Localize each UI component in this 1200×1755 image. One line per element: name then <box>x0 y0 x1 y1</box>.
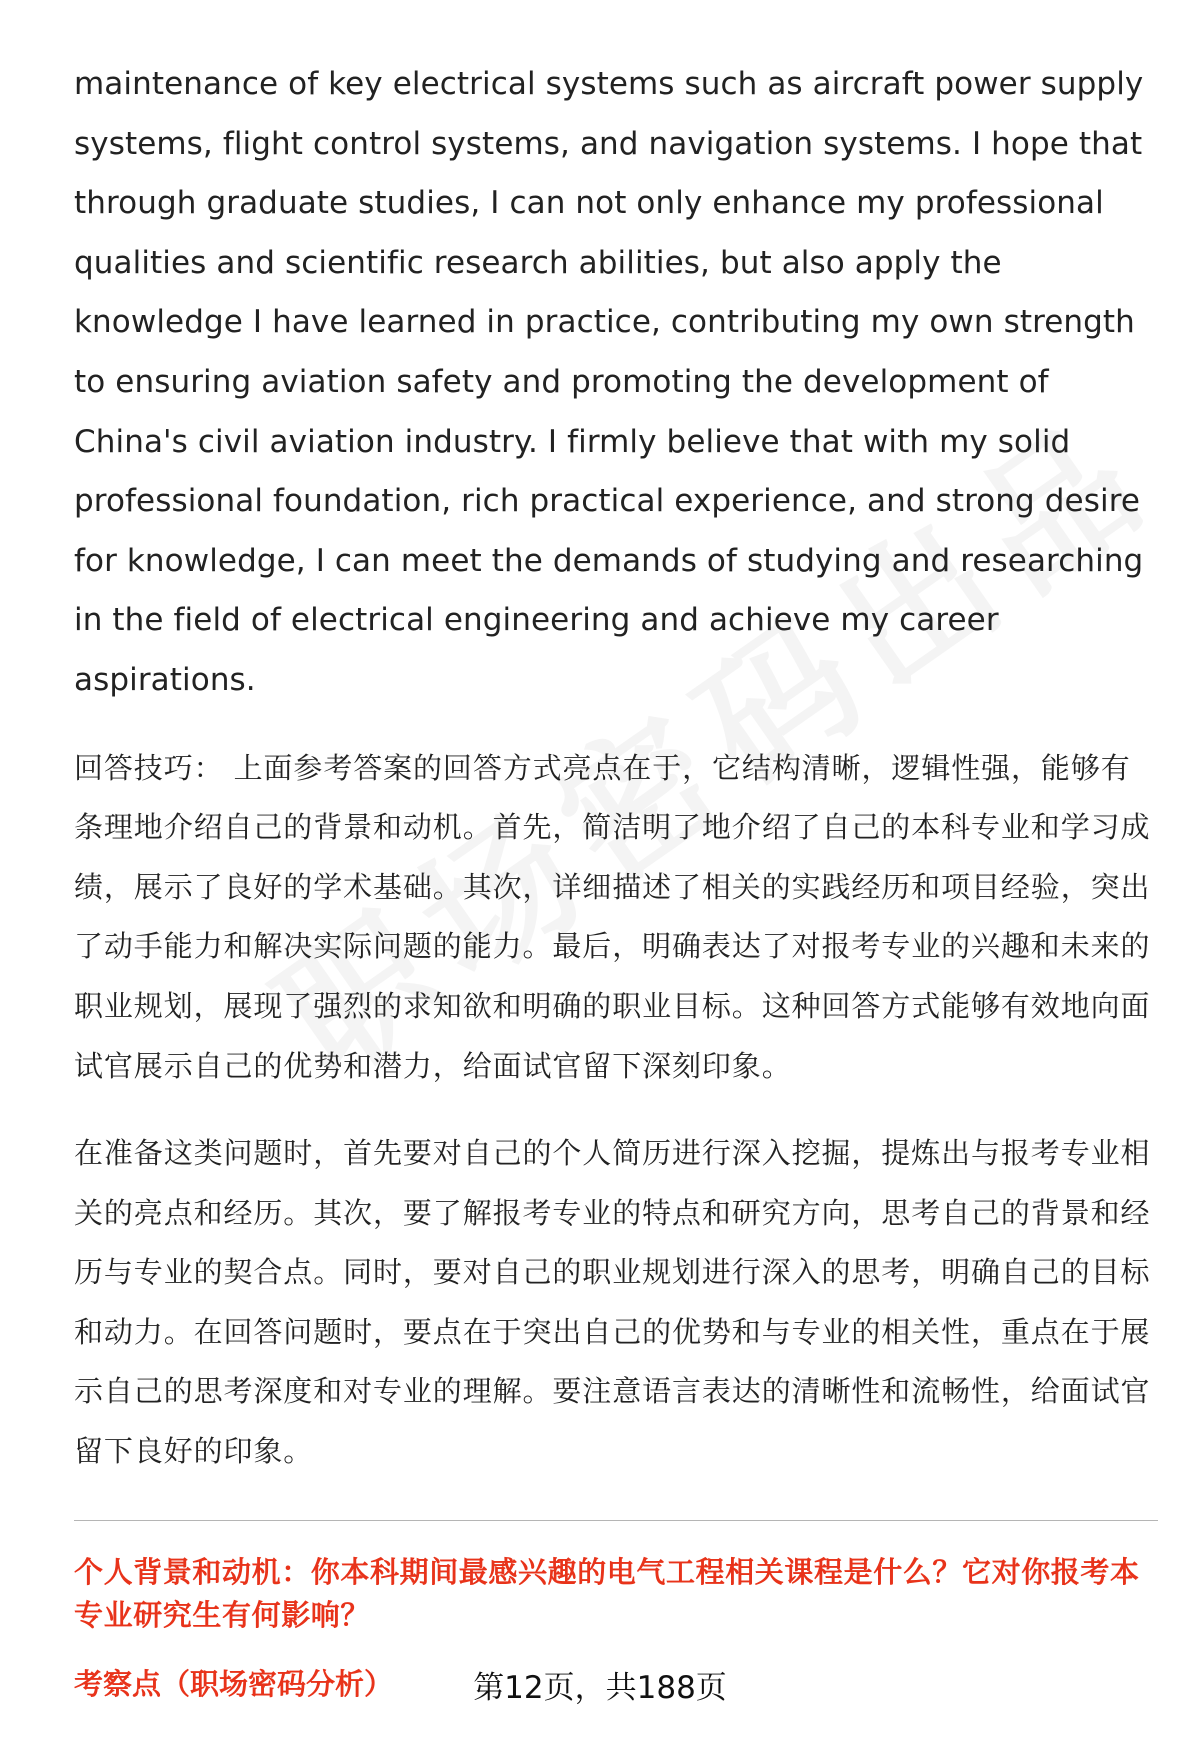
english-answer-paragraph: maintenance of key electrical systems such as aircraft power supply systems, flight control systems, and navigation systems. I hope that through graduate studies, I can not only enhance my professional qualities and scientific research abilities, but also apply the knowledge I have learned in practice, contributing my own strength to ensuring aviation safety and promoting the development of China's civil aviation industry. I firmly believe that with my solid professional foundation, rich practical experience, and strong desire for knowledge, I can meet the demands of studying and researching in the field of electrical engineering and achieve my career aspirations. <box>74 66 1144 698</box>
section-divider <box>74 1520 1158 1521</box>
assessment-point-heading: 考察点（职场密码分析） <box>74 1666 394 1701</box>
answer-tips-paragraph: 回答技巧： 上面参考答案的回答方式亮点在于，它结构清晰，逻辑性强，能够有条理地介绍自己的背景和动机。首先，简洁明了地介绍了自己的本科专业和学习成绩，展示了良好的学术基础。其次，详细描述了相关的实践经历和项目经验，突出了动手能力和解决实际问题的能力。最后，明确表达了对报考专业的兴趣和未来的职业规划，展现了强烈的求知欲和明确的职业目标。这种回答方式能够有效地向面试官展示自己的优势和潜力，给面试官留下深刻印象。 <box>74 750 1151 1083</box>
page-number: 第12页，共188页 <box>473 1670 727 1706</box>
preparation-advice-paragraph: 在准备这类问题时，首先要对自己的个人简历进行深入挖掘，提炼出与报考专业相关的亮点和经历。其次，要了解报考专业的特点和研究方向，思考自己的背景和经历与专业的契合点。同时，要对自己的职业规划进行深入的思考，明确自己的目标和动力。在回答问题时，要点在于突出自己的优势和与专业的相关性，重点在于展示自己的思考深度和对专业的理解。要注意语言表达的清晰性和流畅性，给面试官留下良好的印象。 <box>74 1136 1151 1469</box>
question-heading: 个人背景和动机：你本科期间最感兴趣的电气工程相关课程是什么？它对你报考本专业研究生有何影响？ <box>74 1554 1140 1632</box>
document-page <box>74 55 1158 1704</box>
